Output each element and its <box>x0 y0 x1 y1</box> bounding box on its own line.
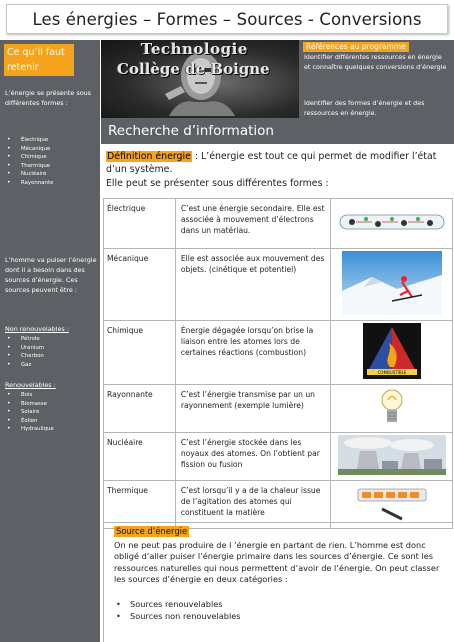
source-text: On ne peut pas produire de l ’énergie en partant de rien. L’homme est donc obligé d’aller puiser l’énergie primaire dans les sources d’énergie. Ce sont les ressources naturelles qui nous permettent d’avoir de l’énergie. On peut classer les sources d’énergie en deux catégories : <box>114 540 440 584</box>
non-renewable-list <box>5 335 97 369</box>
list-item: • Uranium <box>5 344 97 353</box>
energy-description: C’est l’énergie transmise par un un rayonnement (exemple lumière) <box>175 385 330 433</box>
sidebar-intro: L’énergie se présente sous différentes formes : <box>5 89 91 107</box>
energy-description: C’est lorsqu’il y a de la chaleur issue de l’agitation des atomes qui constituent la matière <box>175 481 330 529</box>
energy-description: C’est l’énergie stockée dans les noyaux des atomes. On l’obtient par fission ou fusion <box>175 433 330 481</box>
energy-description: Énergie dégagée lorsqu’on brise la liaison entre les atomes lors de certaines réactions (combustion) <box>175 321 330 385</box>
header-image-line1: Technologie <box>141 40 248 58</box>
header-image-line2: Collège de Boigne <box>117 60 270 78</box>
table-row <box>104 199 453 249</box>
energy-name: Électrique <box>104 199 176 249</box>
table-row <box>104 385 453 433</box>
sidebar-sources-intro: L’homme va puiser l’énergie dont il a besoin dans des sources d’énergie. Ces sources peuvent être : <box>5 256 97 294</box>
energy-source-section <box>103 522 453 642</box>
list-item: • Éolien <box>5 417 97 426</box>
energy-forms-table <box>103 198 453 529</box>
list-item: • Chimique <box>5 153 97 162</box>
fire-triangle-icon <box>363 323 421 379</box>
skier-icon <box>342 251 442 315</box>
list-item: • Sources renouvelables <box>116 599 241 611</box>
sidebar-heading: Ce qu’il faut retenir <box>4 44 74 76</box>
energy-name: Mécanique <box>104 249 176 321</box>
energy-name: Rayonnante <box>104 385 176 433</box>
heater-icon <box>352 483 432 523</box>
non-renewable-title: Non renouvelables : <box>5 325 69 333</box>
energy-name: Chimique <box>104 321 176 385</box>
sidebar <box>0 40 100 642</box>
list-item: • Thermique <box>5 162 97 171</box>
definition-text: : L’énergie est tout ce qui permet de modifier l’état d’un système. <box>106 151 437 176</box>
reference-item: Identifier différentes ressources en énergie et connaître quelques conversions d’énergie <box>304 53 447 71</box>
list-item: • Solaire <box>5 408 97 417</box>
list-item: • Mécanique <box>5 145 97 154</box>
renewable-list <box>5 391 97 434</box>
list-item: • Charbon <box>5 352 97 361</box>
section-title: Recherche d’information <box>101 118 299 144</box>
light-bulb-icon <box>380 387 404 427</box>
source-categories-list <box>116 599 241 622</box>
table-row <box>104 321 453 385</box>
forms-list <box>5 136 97 188</box>
page-title: Les énergies – Formes – Sources - Conversions <box>6 4 448 34</box>
electron-flow-icon <box>336 207 448 237</box>
list-item: • Sources non renouvelables <box>116 611 241 623</box>
references-panel <box>299 40 454 144</box>
list-item: • Rayonnante <box>5 179 97 188</box>
list-item: • Gaz <box>5 361 97 370</box>
header-image <box>101 40 299 118</box>
source-heading: Source d’énergie <box>116 526 188 536</box>
energy-name: Thermique <box>104 481 176 529</box>
list-item: • Biomasse <box>5 400 97 409</box>
definition-text-2: Elle peut se présenter sous différentes formes : <box>106 177 329 189</box>
nuclear-plant-icon <box>338 435 446 475</box>
list-item: • Nucléaire <box>5 170 97 179</box>
reference-item: Identifier des formes d’énergie et des ressources en énergie. <box>304 99 425 117</box>
triangle-label: COMBUSTIBLE <box>377 370 406 375</box>
definition-label: Définition énergie <box>107 151 191 162</box>
list-item: • Hydraulique <box>5 425 97 434</box>
list-item: • Électrique <box>5 136 97 145</box>
energy-name: Nucléaire <box>104 433 176 481</box>
definition-block <box>106 150 450 190</box>
list-item: • Bois <box>5 391 97 400</box>
renewable-title: Renouvelables : <box>5 381 56 389</box>
table-row <box>104 249 453 321</box>
energy-description: Elle est associée aux mouvement des objets. (cinétique et potentiel) <box>175 249 330 321</box>
references-heading: Références au programme <box>303 42 409 52</box>
table-row <box>104 433 453 481</box>
list-item: • Pétrole <box>5 335 97 344</box>
energy-description: C’est une énergie secondaire. Elle est associée à mouvement d’électrons dans un matériau. <box>175 199 330 249</box>
